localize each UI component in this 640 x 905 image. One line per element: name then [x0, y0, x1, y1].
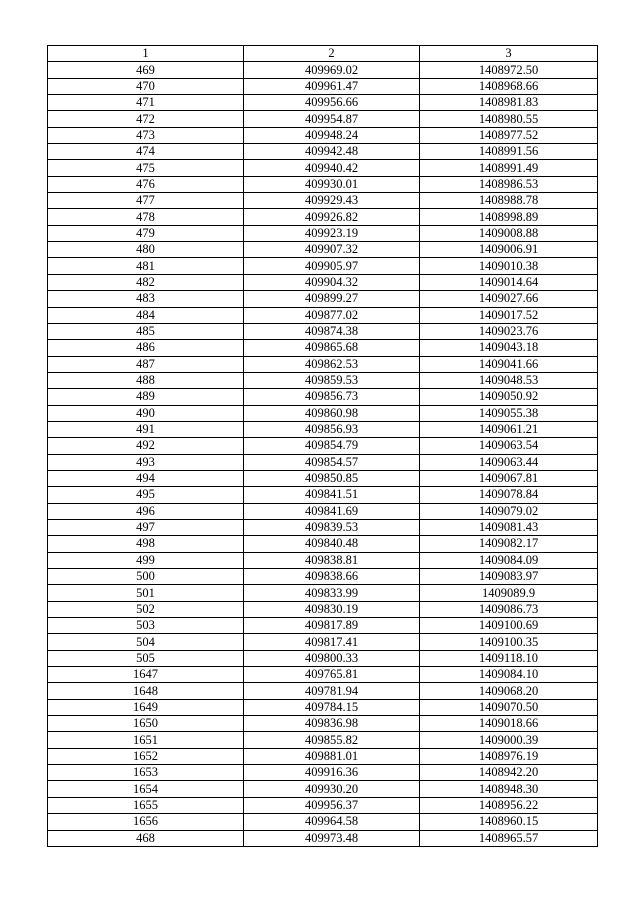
- point-number-cell: 483: [48, 291, 244, 307]
- table-row: [48, 552, 598, 568]
- point-number-cell: 505: [48, 650, 244, 666]
- table-row: [48, 470, 598, 486]
- table-row: [48, 519, 598, 535]
- y-coordinate-cell: 1409079.02: [420, 503, 598, 519]
- y-coordinate-cell: 1409055.38: [420, 405, 598, 421]
- point-number-cell: 495: [48, 487, 244, 503]
- x-coordinate-cell: 409916.36: [244, 765, 420, 781]
- table-row: [48, 111, 598, 127]
- table-row: [48, 814, 598, 830]
- y-coordinate-cell: 1409063.44: [420, 454, 598, 470]
- table-row: [48, 569, 598, 585]
- table-row: [48, 536, 598, 552]
- point-number-cell: 487: [48, 356, 244, 372]
- x-coordinate-cell: 409948.24: [244, 127, 420, 143]
- x-coordinate-cell: 409874.38: [244, 323, 420, 339]
- x-coordinate-cell: 409841.69: [244, 503, 420, 519]
- x-coordinate-cell: 409877.02: [244, 307, 420, 323]
- y-coordinate-cell: 1409023.76: [420, 323, 598, 339]
- y-coordinate-cell: 1408991.49: [420, 160, 598, 176]
- table-row: [48, 372, 598, 388]
- y-coordinate-cell: 1409061.21: [420, 421, 598, 437]
- table-row: [48, 421, 598, 437]
- table-row: [48, 438, 598, 454]
- y-coordinate-cell: 1409118.10: [420, 650, 598, 666]
- table-row: [48, 127, 598, 143]
- y-coordinate-cell: 1408965.57: [420, 830, 598, 846]
- point-number-cell: 504: [48, 634, 244, 650]
- x-coordinate-cell: 409800.33: [244, 650, 420, 666]
- x-coordinate-cell: 409838.81: [244, 552, 420, 568]
- point-number-cell: 486: [48, 340, 244, 356]
- point-number-cell: 491: [48, 421, 244, 437]
- x-coordinate-cell: 409856.73: [244, 389, 420, 405]
- table-row: [48, 765, 598, 781]
- x-coordinate-cell: 409862.53: [244, 356, 420, 372]
- x-coordinate-cell: 409850.85: [244, 470, 420, 486]
- x-coordinate-cell: 409904.32: [244, 274, 420, 290]
- y-coordinate-cell: 1409018.66: [420, 716, 598, 732]
- x-coordinate-cell: 409854.79: [244, 438, 420, 454]
- x-coordinate-cell: 409784.15: [244, 699, 420, 715]
- y-coordinate-cell: 1409063.54: [420, 438, 598, 454]
- y-coordinate-cell: 1409084.09: [420, 552, 598, 568]
- x-coordinate-cell: 409836.98: [244, 716, 420, 732]
- x-coordinate-cell: 409833.99: [244, 585, 420, 601]
- table-row: [48, 716, 598, 732]
- x-coordinate-cell: 409926.82: [244, 209, 420, 225]
- table-row: [48, 830, 598, 846]
- x-coordinate-cell: 409860.98: [244, 405, 420, 421]
- point-number-cell: 477: [48, 193, 244, 209]
- x-coordinate-cell: 409830.19: [244, 601, 420, 617]
- point-number-cell: 481: [48, 258, 244, 274]
- x-coordinate-cell: 409961.47: [244, 78, 420, 94]
- table-row: [48, 389, 598, 405]
- point-number-cell: 1656: [48, 814, 244, 830]
- point-number-cell: 479: [48, 225, 244, 241]
- table-row: [48, 193, 598, 209]
- y-coordinate-cell: 1409067.81: [420, 470, 598, 486]
- y-coordinate-cell: 1409082.17: [420, 536, 598, 552]
- x-coordinate-cell: 409942.48: [244, 144, 420, 160]
- x-coordinate-cell: 409840.48: [244, 536, 420, 552]
- point-number-cell: 1653: [48, 765, 244, 781]
- x-coordinate-cell: 409839.53: [244, 519, 420, 535]
- table-row: [48, 340, 598, 356]
- coordinates-table: [47, 45, 598, 847]
- point-number-cell: 1652: [48, 748, 244, 764]
- x-coordinate-cell: 409859.53: [244, 372, 420, 388]
- document-page: [47, 45, 597, 847]
- point-number-cell: 482: [48, 274, 244, 290]
- table-row: [48, 225, 598, 241]
- point-number-cell: 496: [48, 503, 244, 519]
- y-coordinate-cell: 1409081.43: [420, 519, 598, 535]
- point-number-cell: 485: [48, 323, 244, 339]
- y-coordinate-cell: 1409083.97: [420, 569, 598, 585]
- point-number-cell: 476: [48, 176, 244, 192]
- y-coordinate-cell: 1408972.50: [420, 62, 598, 78]
- x-coordinate-cell: 409956.66: [244, 95, 420, 111]
- point-number-cell: 492: [48, 438, 244, 454]
- point-number-cell: 1647: [48, 667, 244, 683]
- table-row: [48, 667, 598, 683]
- y-coordinate-cell: 1408980.55: [420, 111, 598, 127]
- x-coordinate-cell: 409940.42: [244, 160, 420, 176]
- y-coordinate-cell: 1408948.30: [420, 781, 598, 797]
- point-number-cell: 468: [48, 830, 244, 846]
- point-number-cell: 500: [48, 569, 244, 585]
- x-coordinate-cell: 409781.94: [244, 683, 420, 699]
- point-number-cell: 474: [48, 144, 244, 160]
- table-row: [48, 454, 598, 470]
- y-coordinate-cell: 1409006.91: [420, 242, 598, 258]
- y-coordinate-cell: 1409068.20: [420, 683, 598, 699]
- point-number-cell: 493: [48, 454, 244, 470]
- x-coordinate-cell: 409923.19: [244, 225, 420, 241]
- table-row: [48, 62, 598, 78]
- table-row: [48, 78, 598, 94]
- table-row: [48, 618, 598, 634]
- x-coordinate-cell: 409954.87: [244, 111, 420, 127]
- point-number-cell: 473: [48, 127, 244, 143]
- y-coordinate-cell: 1409048.53: [420, 372, 598, 388]
- y-coordinate-cell: 1409084.10: [420, 667, 598, 683]
- point-number-cell: 470: [48, 78, 244, 94]
- y-coordinate-cell: 1408988.78: [420, 193, 598, 209]
- y-coordinate-cell: 1408960.15: [420, 814, 598, 830]
- y-coordinate-cell: 1408991.56: [420, 144, 598, 160]
- y-coordinate-cell: 1409014.64: [420, 274, 598, 290]
- x-coordinate-cell: 409930.01: [244, 176, 420, 192]
- point-number-cell: 472: [48, 111, 244, 127]
- x-coordinate-cell: 409905.97: [244, 258, 420, 274]
- table-row: [48, 144, 598, 160]
- column-header-3: 3: [420, 46, 598, 62]
- table-row: [48, 699, 598, 715]
- table-row: [48, 634, 598, 650]
- x-coordinate-cell: 409856.93: [244, 421, 420, 437]
- x-coordinate-cell: 409838.66: [244, 569, 420, 585]
- point-number-cell: 488: [48, 372, 244, 388]
- point-number-cell: 503: [48, 618, 244, 634]
- table-row: [48, 323, 598, 339]
- x-coordinate-cell: 409855.82: [244, 732, 420, 748]
- y-coordinate-cell: 1408998.89: [420, 209, 598, 225]
- y-coordinate-cell: 1408986.53: [420, 176, 598, 192]
- point-number-cell: 475: [48, 160, 244, 176]
- y-coordinate-cell: 1408956.22: [420, 797, 598, 813]
- y-coordinate-cell: 1408942.20: [420, 765, 598, 781]
- y-coordinate-cell: 1409100.35: [420, 634, 598, 650]
- table-row: [48, 356, 598, 372]
- table-row: [48, 258, 598, 274]
- point-number-cell: 502: [48, 601, 244, 617]
- point-number-cell: 480: [48, 242, 244, 258]
- point-number-cell: 489: [48, 389, 244, 405]
- point-number-cell: 1655: [48, 797, 244, 813]
- y-coordinate-cell: 1409043.18: [420, 340, 598, 356]
- table-row: [48, 781, 598, 797]
- table-row: [48, 291, 598, 307]
- y-coordinate-cell: 1408981.83: [420, 95, 598, 111]
- point-number-cell: 1654: [48, 781, 244, 797]
- point-number-cell: 1650: [48, 716, 244, 732]
- x-coordinate-cell: 409817.89: [244, 618, 420, 634]
- point-number-cell: 498: [48, 536, 244, 552]
- point-number-cell: 471: [48, 95, 244, 111]
- x-coordinate-cell: 409930.20: [244, 781, 420, 797]
- table-row: [48, 209, 598, 225]
- table-row: [48, 405, 598, 421]
- table-row: [48, 176, 598, 192]
- table-row: [48, 732, 598, 748]
- y-coordinate-cell: 1408977.52: [420, 127, 598, 143]
- table-row: [48, 95, 598, 111]
- point-number-cell: 494: [48, 470, 244, 486]
- table-row: [48, 748, 598, 764]
- point-number-cell: 469: [48, 62, 244, 78]
- x-coordinate-cell: 409973.48: [244, 830, 420, 846]
- table-row: [48, 487, 598, 503]
- table-row: [48, 503, 598, 519]
- table-row: [48, 242, 598, 258]
- table-row: [48, 683, 598, 699]
- y-coordinate-cell: 1409027.66: [420, 291, 598, 307]
- x-coordinate-cell: 409956.37: [244, 797, 420, 813]
- y-coordinate-cell: 1409010.38: [420, 258, 598, 274]
- x-coordinate-cell: 409969.02: [244, 62, 420, 78]
- x-coordinate-cell: 409841.51: [244, 487, 420, 503]
- table-header-row: [48, 46, 598, 62]
- table-row: [48, 307, 598, 323]
- x-coordinate-cell: 409907.32: [244, 242, 420, 258]
- x-coordinate-cell: 409765.81: [244, 667, 420, 683]
- y-coordinate-cell: 1409041.66: [420, 356, 598, 372]
- point-number-cell: 1651: [48, 732, 244, 748]
- point-number-cell: 1648: [48, 683, 244, 699]
- point-number-cell: 497: [48, 519, 244, 535]
- y-coordinate-cell: 1409089.9: [420, 585, 598, 601]
- table-row: [48, 585, 598, 601]
- x-coordinate-cell: 409881.01: [244, 748, 420, 764]
- x-coordinate-cell: 409817.41: [244, 634, 420, 650]
- x-coordinate-cell: 409929.43: [244, 193, 420, 209]
- table-row: [48, 601, 598, 617]
- x-coordinate-cell: 409865.68: [244, 340, 420, 356]
- y-coordinate-cell: 1409078.84: [420, 487, 598, 503]
- y-coordinate-cell: 1408976.19: [420, 748, 598, 764]
- x-coordinate-cell: 409854.57: [244, 454, 420, 470]
- y-coordinate-cell: 1409100.69: [420, 618, 598, 634]
- point-number-cell: 484: [48, 307, 244, 323]
- y-coordinate-cell: 1409050.92: [420, 389, 598, 405]
- table-body: [48, 62, 598, 847]
- point-number-cell: 501: [48, 585, 244, 601]
- point-number-cell: 1649: [48, 699, 244, 715]
- point-number-cell: 478: [48, 209, 244, 225]
- x-coordinate-cell: 409964.58: [244, 814, 420, 830]
- y-coordinate-cell: 1408968.66: [420, 78, 598, 94]
- y-coordinate-cell: 1409017.52: [420, 307, 598, 323]
- point-number-cell: 490: [48, 405, 244, 421]
- table-row: [48, 650, 598, 666]
- column-header-1: 1: [48, 46, 244, 62]
- x-coordinate-cell: 409899.27: [244, 291, 420, 307]
- column-header-2: 2: [244, 46, 420, 62]
- y-coordinate-cell: 1409086.73: [420, 601, 598, 617]
- y-coordinate-cell: 1409070.50: [420, 699, 598, 715]
- table-row: [48, 160, 598, 176]
- table-row: [48, 797, 598, 813]
- table-row: [48, 274, 598, 290]
- point-number-cell: 499: [48, 552, 244, 568]
- y-coordinate-cell: 1409008.88: [420, 225, 598, 241]
- y-coordinate-cell: 1409000.39: [420, 732, 598, 748]
